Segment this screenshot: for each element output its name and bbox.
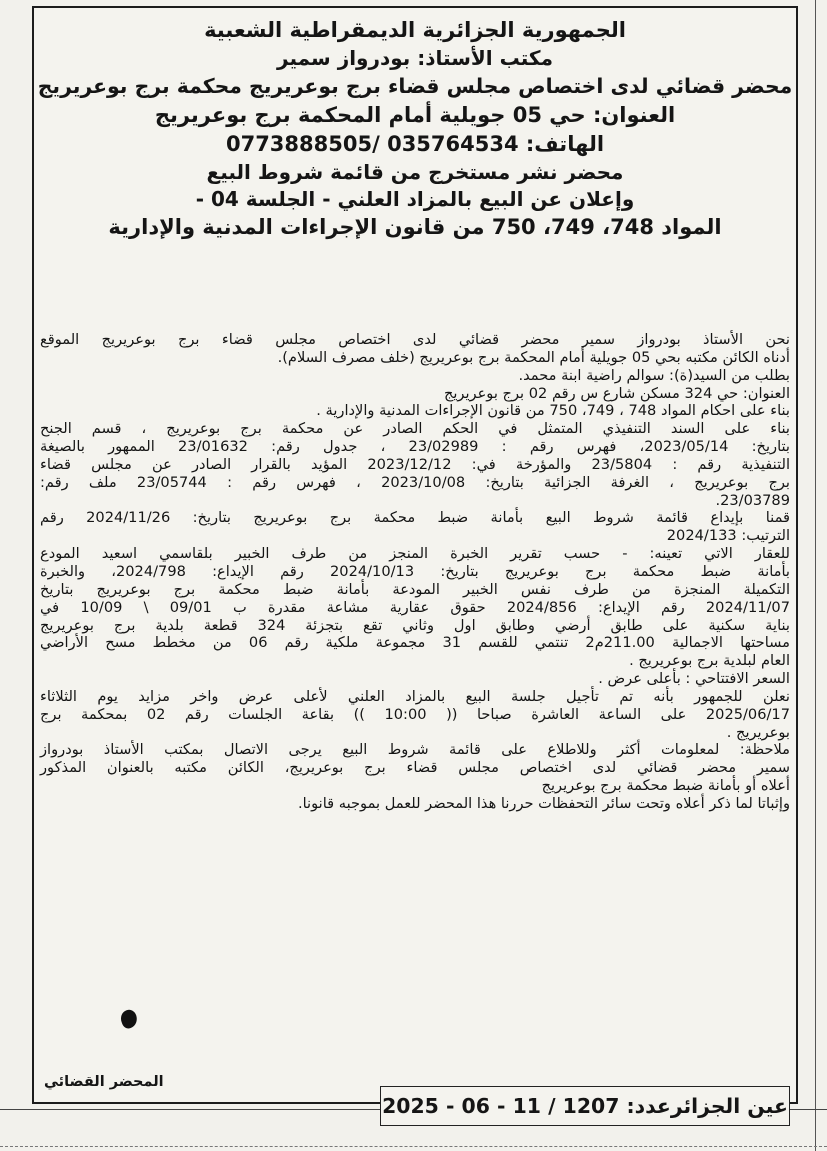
- office-phone: الهاتف: 035764534 /0773888505: [225, 132, 605, 156]
- bailiff-signature-label: المحضر القضائي: [44, 1074, 164, 1090]
- body-line: بناء على السند التنفيذي المتمثل في الحكم الصادر عن محكمة برج بوعريريج ، قسم الجنح: [40, 420, 790, 438]
- body-line: للعقار الاتي تعينه: - حسب تقرير الخبرة المنجز من طرف الخبير بلقاسمي اسعيد المودع: [40, 545, 790, 563]
- notice-header: [34, 8, 796, 242]
- body-line: نحن الأستاذ بودرواز سمير محضر قضائي لدى اختصاص مجلس قضاء برج بوعريريج الموقع: [40, 331, 790, 348]
- body-line: ملاحظة: لمعلومات أكثر وللاطلاع على قائمة شروط البيع يرجى الاتصال بمكتب الأستاذ بودرواز: [40, 741, 790, 759]
- body-line: الترتيب: 2024/133: [666, 527, 790, 545]
- body-line: قمنا بإيداع قائمة شروط البيع بأمانة ضبط محكمة برج بوعريريج بتاريخ: 2024/11/26 رقم: [40, 509, 790, 527]
- body-line: مساحتها الاجمالية 211.00م2 تنتمي للقسم 31 مجموعة ملكية رقم 06 من مخطط مسح الأراضي: [40, 634, 790, 652]
- body-line: العام لبلدية برج بوعريريج .: [629, 652, 790, 670]
- body-line: 23/03789.: [715, 491, 790, 509]
- body-line: التكميلة المنجزة من طرف نفس الخبير المودعة بأمانة ضبط محكمة برج بوعريريج بتاريخ: [40, 580, 790, 598]
- body-line: السعر الافتتاحي : بأعلى عرض .: [598, 670, 790, 688]
- republic-title: الجمهورية الجزائرية الديمقراطية الشعبية: [204, 18, 626, 42]
- body-line: بناء على احكام المواد 748 ، 749، 750 من قانون الإجراءات المدنية والإدارية .: [316, 402, 790, 420]
- body-line: بتاريخ: 2023/05/14، فهرس رقم : 23/02989 ، جدول رقم: 23/01632 الممهور بالصيغة: [40, 438, 790, 456]
- record-title: محضر نشر مستخرج من قائمة شروط البيع: [206, 160, 624, 184]
- bailiff-jurisdiction: محضر قضائي لدى اختصاص مجلس قضاء برج بوعريريج محكمة برج بوعريريج: [37, 74, 793, 98]
- body-line: 2025/06/17 على الساعة العاشرة صباحا (( 10:00 )) بقاعة الجلسات رقم 02 بمحكمة برج: [40, 705, 790, 723]
- legal-notice: [32, 6, 798, 1104]
- body-line: العنوان: حي 324 مسكن شارع س رقم 02 برج بوعريريج: [443, 384, 790, 402]
- body-line: بطلب من السيد(ة): سوالم راضية ابنة محمد.: [518, 366, 790, 384]
- office-address: العنوان: حي 05 جويلية أمام المحكمة برج بوعريريج: [154, 103, 676, 127]
- auction-title: وإعلان عن البيع بالمزاد العلني - الجلسة 04 -: [195, 187, 635, 211]
- office-name: مكتب الأستاذ: بودرواز سمير: [277, 46, 553, 70]
- body-line: سمير محضر قضائي لدى اختصاص مجلس قضاء برج بوعريريج، الكائن مكتبه بالعنوان المذكور: [40, 759, 790, 777]
- body-line: أدناه الكائن مكتبه بحي 05 جويلية أمام المحكمة برج بوعريريج (خلف مصرف السلام).: [277, 348, 790, 366]
- body-line: التنفيذية رقم : 23/5804 والمؤرخة في: 2023/12/12 المؤيد بالقرار الصادر عن مجلس قضاء: [40, 455, 790, 473]
- body-line: بوعريريج .: [726, 723, 790, 741]
- body-line: وإثباتا لما ذكر أعلاه وتحت سائر التحفظات حررنا هذا المحضر للعمل بموجبه قانونا.: [297, 794, 790, 812]
- articles-reference: المواد 748، 749، 750 من قانون الإجراءات المدنية والإدارية: [108, 215, 722, 239]
- notice-body: [40, 331, 790, 813]
- body-line: نعلن للجمهور بأنه تم تأجيل جلسة البيع بالمزاد العلني لأعلى عرض واخر مزايد يوم الثلاثاء: [40, 687, 790, 705]
- body-line: 2024/11/07 رقم الإيداع: 2024/856 حقوق عقارية مشاعة مقدرة ب 09/01 \ 10/09 في: [40, 598, 791, 616]
- body-line: أعلاه أو بأمانة ضبط محكمة برج بوعريريج: [541, 777, 790, 795]
- column-divider: [815, 0, 816, 1151]
- page-bottom-rule: [0, 1146, 827, 1147]
- body-line: برج بوعريريج ، الغرفة الجزائية بتاريخ: 2023/10/08 ، فهرس رقم : 23/05744 ملف رقم:: [40, 473, 790, 491]
- body-line: بأمانة ضبط محكمة برج بوعريريج بتاريخ: 2024/10/13 رقم الإيداع: 2024/798، والخبرة: [40, 562, 790, 580]
- issue-stamp: عين الجزائرعدد: 1207 / 11 - 06 - 2025: [380, 1086, 790, 1126]
- body-line: بناية سكنية على طابق أرضي وطابق اول وثاني تقع بتجزئة 324 قطعة بلدية برج بوعريريج: [40, 616, 790, 634]
